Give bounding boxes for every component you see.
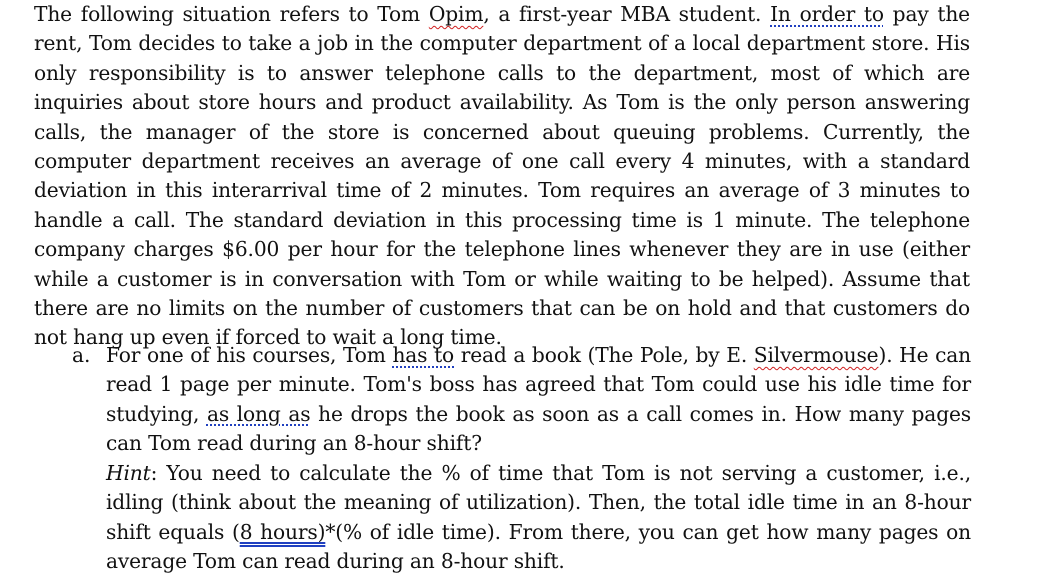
intro-text-1: The following situation refers to Tom bbox=[34, 2, 429, 26]
hint-text-2: *(% of idle time). From there, you can get how many pages on average Tom can read during an 8-hour shift. bbox=[106, 519, 971, 574]
list-marker: a. bbox=[72, 343, 91, 367]
grammar-flag-has-to[interactable]: has to bbox=[392, 343, 455, 367]
grammar-flag-8-hours[interactable]: 8 hours) bbox=[239, 519, 326, 544]
hint-text-1: : You need to calculate the % of time that Tom is not serving a customer, i.e., idling (think about the meaning of utilization). Then, the total idle time in an 8-hour shift equals ( bbox=[106, 461, 971, 544]
question-text-1: For one of his courses, Tom bbox=[106, 343, 393, 367]
hint-label: Hint bbox=[106, 461, 151, 485]
question-text-4: he drops the book as soon as a call comes in. How many pages can Tom read during an 8-hour shift? bbox=[106, 401, 971, 456]
question-text-3: ). He can read 1 page per minute. Tom's boss has agreed that Tom could use his idle time for studying, bbox=[106, 343, 971, 426]
problem-statement bbox=[34, 0, 970, 353]
grammar-flag-as-long-as[interactable]: as long as bbox=[206, 401, 311, 426]
grammar-flag-in-order-to[interactable]: In order to bbox=[770, 2, 884, 26]
intro-text-3: pay the rent, Tom decides to take a job in the computer department of a local department store. His only responsibility is to answer telephone calls to the department, most of which are inquiries about store hours and product availability. As Tom is the only person answering calls, the manager of the store is concerned about queuing problems. Currently, the computer department receives an average of one call every 4 minutes, with a standard deviation in this interarrival time of 2 minutes. Tom requires an average of 3 minutes to handle a call. The standard deviation in this processing time is 1 minute. The telephone company charges $6.00 per hour for the telephone lines whenever they are in use (either while a customer is in conversation with Tom or while waiting to be helped). Assume that there are no limits on the number of customers that can be on hold and that customers do not hang up even if forced to wait a long time. bbox=[34, 2, 970, 350]
intro-text-2: , a first-year MBA student. bbox=[483, 2, 771, 26]
question-text-2: read a book (The Pole, by E. bbox=[454, 343, 754, 367]
misspelled-word-opim[interactable]: Opim bbox=[428, 2, 484, 26]
misspelled-word-silvermouse[interactable]: Silvermouse bbox=[753, 343, 879, 367]
question-a-text bbox=[106, 341, 971, 459]
question-a-hint bbox=[106, 459, 971, 577]
